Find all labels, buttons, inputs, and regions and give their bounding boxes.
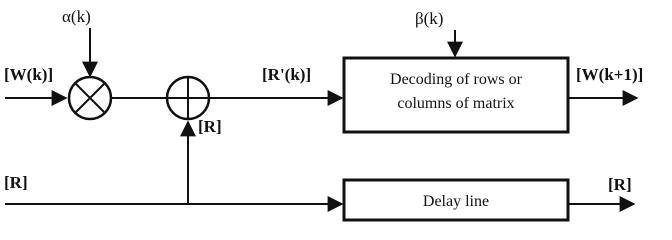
decoder-label-line2: columns of matrix <box>397 95 515 112</box>
beta-label: β(k) <box>415 9 444 28</box>
multiplier-node <box>69 77 111 119</box>
alpha-label: α(k) <box>62 7 91 26</box>
decoder-label-line1: Decoding of rows or <box>390 71 522 88</box>
adder-node <box>167 77 209 119</box>
r-prime-label: [R'(k)] <box>262 65 312 84</box>
w-output-label: [W(k+1)] <box>576 65 644 84</box>
r-feed-label: [R] <box>198 117 222 136</box>
delay-label: Delay line <box>422 193 490 210</box>
w-input-label: [W(k)] <box>4 65 54 84</box>
r-output-label: [R] <box>608 175 632 194</box>
r-input-label: [R] <box>4 173 28 192</box>
